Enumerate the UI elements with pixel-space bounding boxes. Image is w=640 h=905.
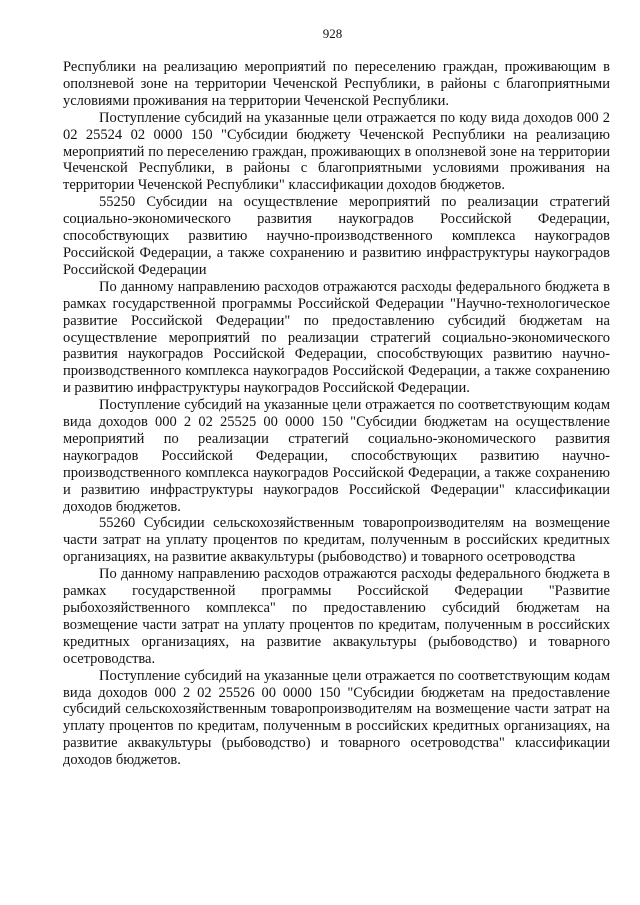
paragraph-heading-55260: 55260 Субсидии сельскохозяйственным товаропроизводителям на возмещение части затрат на уплату процентов по кредитам, полученным в российских кредитных организациях, на развитие аквакультуры (рыбоводство) и товарного осетроводства [63,515,610,566]
paragraph-revenue-code-25526: Поступление субсидий на указанные цели отражается по соответствующим кодам вида доходов 000 2 02 25526 00 0000 150 "Субсидии бюджетам на предоставление субсидий сельскохозяйственным товаропроизводителям на возмещение части затрат на уплату процентов по кредитам, полученным в российских кредитных организациях, на развитие аквакультуры (рыбоводство) и товарного осетроводства" классификации доходов бюджетов. [63,667,610,769]
paragraph-heading-55250: 55250 Субсидии на осуществление мероприятий по реализации стратегий социально-экономического развития наукоградов Российской Федерации, способствующих развитию научно-производственного комплекса наукоградов Российской Федерации, а также сохранению и развитию инфраструктуры наукоградов Российской Федерации [63,194,610,278]
paragraph-revenue-code-25524: Поступление субсидий на указанные цели отражается по коду вида доходов 000 2 02 25524 02 0000 150 "Субсидии бюджету Чеченской Республики на реализацию мероприятий по переселению граждан, проживающих в оползневой зоне на территории Чеченской Республики, в районы с благоприятными условиями проживания на территории Чеченской Республики" классификации доходов бюджетов. [63,109,610,194]
paragraph-expenses-55260: По данному направлению расходов отражаются расходы федерального бюджета в рамках государственной программы Российской Федерации "Развитие рыбохозяйственного комплекса" по предоставлению субсидий бюджетам на возмещение части затрат на уплату процентов по кредитам, полученным в российских кредитных организациях, на развитие аквакультуры (рыбоводство) и товарного осетроводства. [63,566,610,667]
page-number: 928 [322,26,343,41]
paragraph-revenue-code-25525: Поступление субсидий на указанные цели отражается по соответствующим кодам вида доходов 000 2 02 25525 00 0000 150 "Субсидии бюджетам на осуществление мероприятий по реализации стратегий социально-экономического развития наукоградов Российской Федерации, способствующих развитию научно-производственного комплекса наукоградов Российской Федерации, а также сохранению и развитию инфраструктуры наукоградов Российской Федерации" классификации доходов бюджетов. [63,397,610,515]
document-body [63,59,610,769]
paragraph-continuation: Республики на реализацию мероприятий по переселению граждан, проживающим в оползневой зоне на территории Чеченской Республики, в районы с благоприятными условиями проживания на территории Чеченской Республики. [63,59,610,109]
paragraph-expenses-55250: По данному направлению расходов отражаются расходы федерального бюджета в рамках государственной программы Российской Федерации "Научно-технологическое развитие Российской Федерации" по предоставлению субсидий бюджетам на осуществление мероприятий по реализации стратегий социально-экономического развития наукоградов Российской Федерации, способствующих развитию научно-производственного комплекса наукоградов Российской Федерации, а также сохранению и развитию инфраструктуры наукоградов Российской Федерации. [63,278,610,397]
